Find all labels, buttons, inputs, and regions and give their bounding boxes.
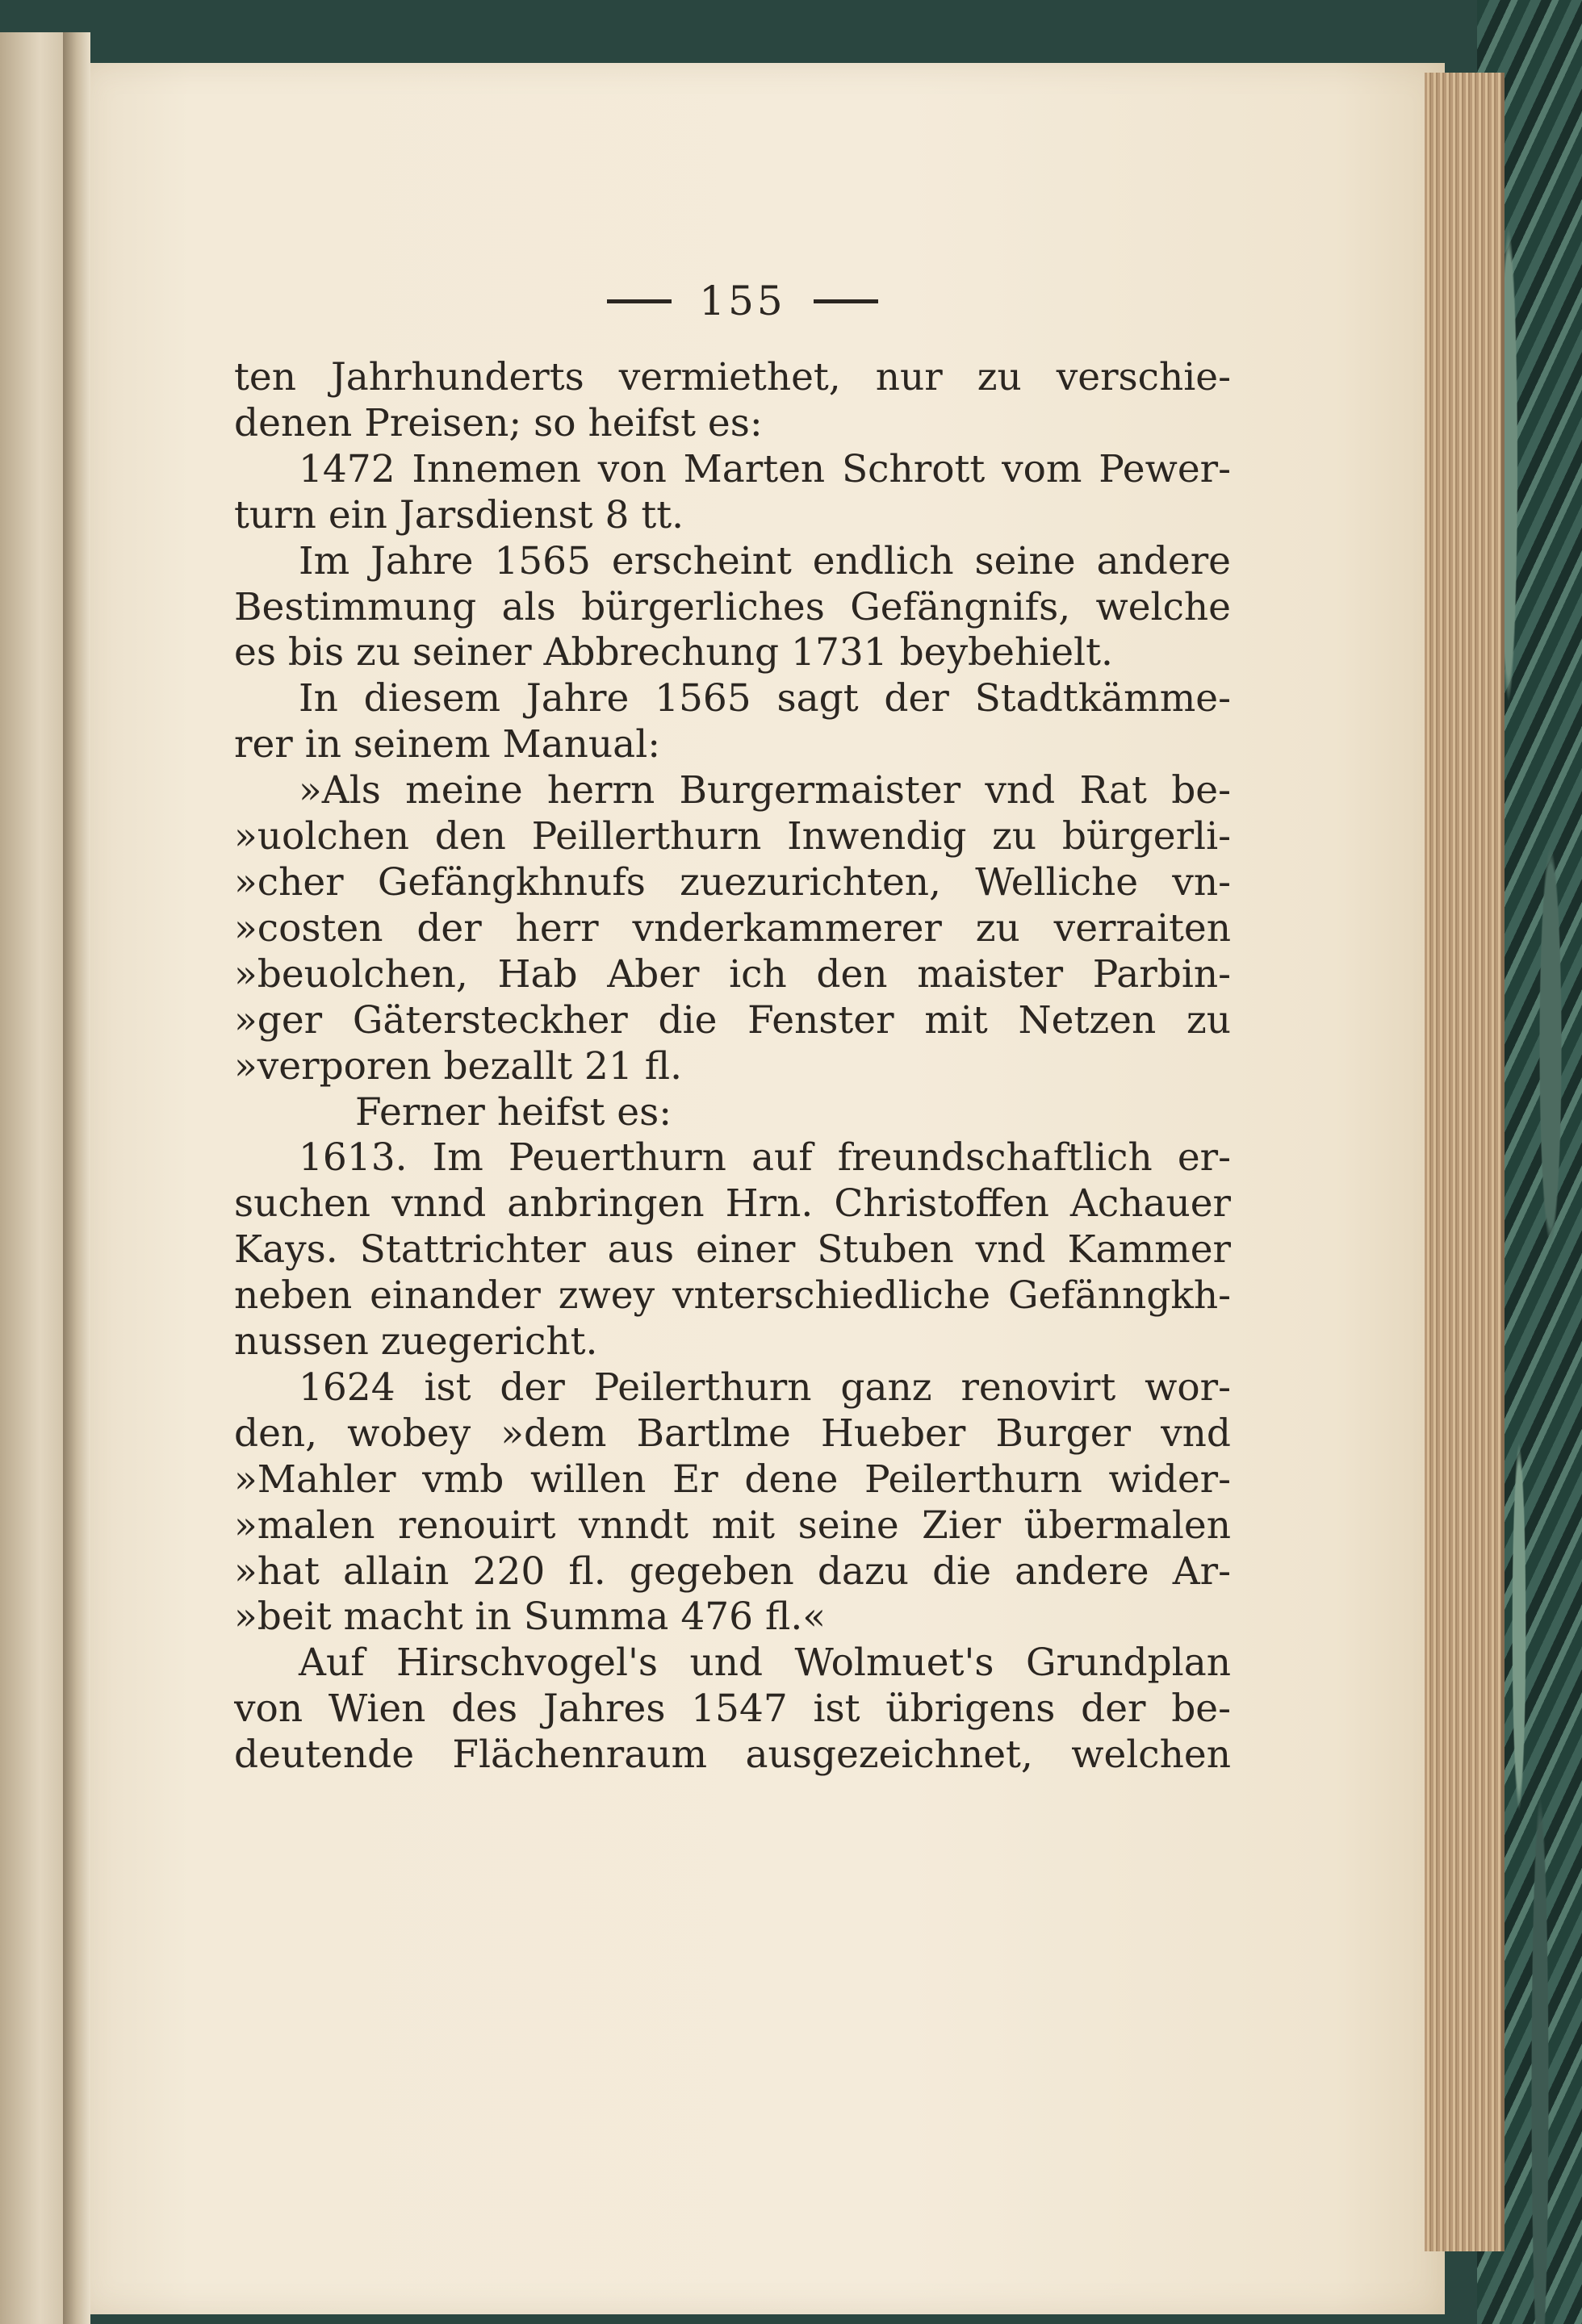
- text-line: »Mahler vmb willen Er dene Peilerthurn wider-: [234, 1457, 1231, 1502]
- text-line: nussen zuegericht.: [234, 1319, 598, 1365]
- text-line: »verporen bezallt 21 fl.: [234, 1043, 683, 1089]
- left-page-edge: [0, 32, 73, 2324]
- text-line: 1624 ist der Peilerthurn ganz renovirt wor-: [299, 1365, 1231, 1410]
- text-line: Auf Hirschvogel's und Wolmuet's Grundplan: [299, 1641, 1231, 1686]
- page-number: 155: [699, 278, 786, 324]
- text-line: In diesem Jahre 1565 sagt der Stadtkämme-: [299, 676, 1231, 721]
- text-line: rer in seinem Manual:: [234, 722, 661, 767]
- text-line: ten Jahrhunderts vermiethet, nur zu verschie-: [234, 355, 1231, 399]
- text-line: 1472 Innemen von Marten Schrott vom Pewer-: [299, 446, 1231, 491]
- text-line: suchen vnnd anbringen Hrn. Christoffen Achauer: [234, 1181, 1231, 1227]
- page-fore-edge: [1425, 73, 1505, 2251]
- text-line: Bestimmung als bürgerliches Gefängnifs, welche: [234, 584, 1231, 629]
- text-line: neben einander zwey vnterschiedliche Gefänngkh-: [234, 1273, 1231, 1319]
- text-line: »uolchen den Peillerthurn Inwendig zu bürgerli-: [234, 814, 1231, 859]
- book-gutter: [63, 32, 90, 2324]
- text-line: Im Jahre 1565 erscheint endlich seine andere: [299, 538, 1231, 583]
- text-line: von Wien des Jahres 1547 ist übrigens der be-: [234, 1687, 1231, 1732]
- text-line: »Als meine herrn Burgermaister vnd Rat be-: [299, 768, 1231, 813]
- text-line: denen Preisen; so heifst es:: [234, 400, 763, 445]
- text-line: den, wobey »dem Bartlme Hueber Burger vnd: [234, 1411, 1231, 1456]
- text-line: Kays. Stattrichter aus einer Stuben vnd Kammer: [234, 1227, 1231, 1273]
- page-header: [581, 273, 904, 329]
- text-line: 1613. Im Peuerthurn auf freundschaftlich er-: [299, 1135, 1231, 1181]
- text-line: »malen renouirt vnndt mit seine Zier übermalen: [234, 1503, 1231, 1548]
- text-line: »costen der herr vnderkammerer zu verraiten: [234, 905, 1231, 951]
- page-body-text: [234, 355, 1231, 1779]
- text-line: turn ein Jarsdienst 8 tt.: [234, 492, 684, 537]
- text-line: Ferner heifst es:: [355, 1089, 672, 1135]
- text-line: »cher Gefängkhnufs zuezurichten, Welliche vn-: [234, 859, 1231, 905]
- text-line: »beuolchen, Hab Aber ich den maister Parbin-: [234, 951, 1231, 997]
- text-line: es bis zu seiner Abbrechung 1731 beybehielt.: [234, 630, 1113, 675]
- text-line: deutende Flächenraum ausgezeichnet, welchen: [234, 1733, 1231, 1778]
- text-line: »hat allain 220 fl. gegeben dazu die andere Ar-: [234, 1549, 1231, 1594]
- text-line: »beit macht in Summa 476 fl.«: [234, 1595, 827, 1640]
- text-line: »ger Gätersteckher die Fenster mit Netzen zu: [234, 997, 1231, 1043]
- header-dash-right: [814, 299, 878, 303]
- header-dash-left: [607, 299, 672, 303]
